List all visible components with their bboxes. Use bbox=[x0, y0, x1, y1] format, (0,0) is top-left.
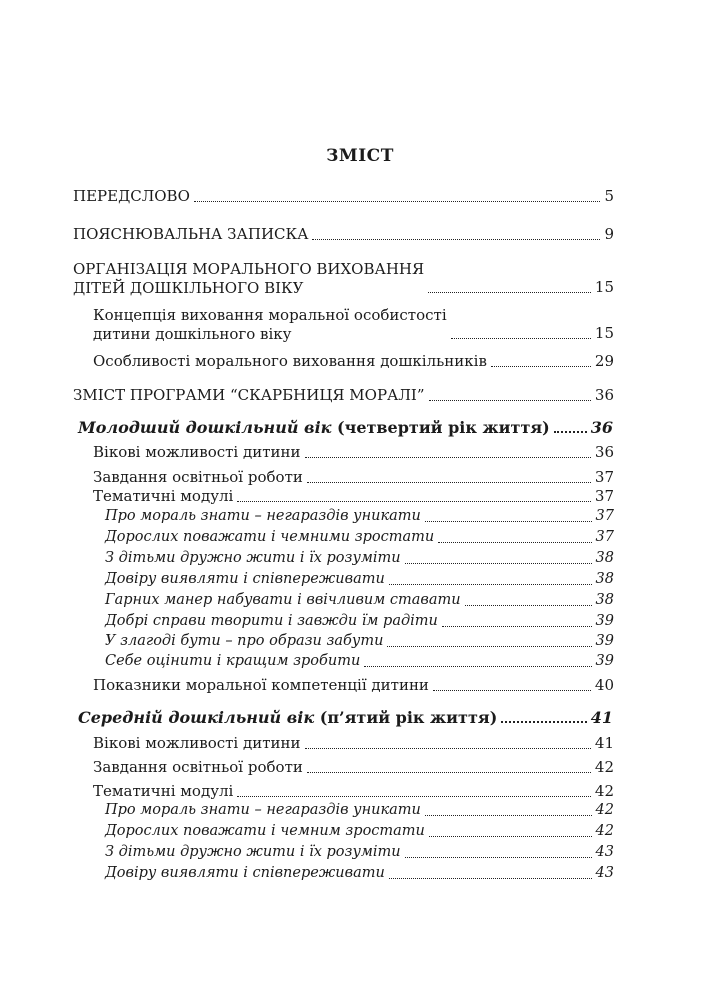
toc-entry-foreword[interactable] bbox=[73, 186, 614, 207]
toc-entry-thematic-modules[interactable] bbox=[93, 486, 614, 507]
entry-page: 36 bbox=[594, 386, 614, 404]
dot-leader bbox=[438, 542, 591, 543]
toc-entry-age-abilities[interactable] bbox=[93, 442, 614, 463]
entry-label: Показники моральної компетенції дитини bbox=[93, 676, 429, 694]
dot-leader bbox=[364, 666, 591, 667]
toc-entry-middle-age[interactable] bbox=[78, 707, 613, 728]
toc-entry-concept[interactable] bbox=[93, 306, 614, 344]
entry-page: 29 bbox=[594, 352, 614, 370]
entry-label: Завдання освітньої роботи bbox=[93, 758, 303, 776]
entry-page: 37 bbox=[595, 529, 614, 545]
dot-leader bbox=[501, 721, 586, 723]
entry-label bbox=[93, 306, 447, 344]
dot-leader bbox=[237, 501, 591, 502]
entry-label: Про мораль знати – негараздів уникати bbox=[105, 802, 421, 818]
toc-entry-junior-age[interactable] bbox=[78, 417, 613, 438]
entry-page: 41 bbox=[590, 708, 613, 727]
entry-label-line2: ДІТЕЙ ДОШКІЛЬНОГО ВІКУ bbox=[73, 279, 304, 297]
entry-page: 39 bbox=[595, 653, 614, 669]
entry-page: 5 bbox=[604, 187, 614, 205]
dot-leader bbox=[405, 857, 592, 858]
entry-label: Гарних манер набувати і ввічливим ставати bbox=[105, 592, 461, 608]
dot-leader bbox=[307, 482, 591, 483]
toc-entry-module-3b[interactable] bbox=[105, 842, 614, 863]
entry-label: З дітьми дружно жити і їх розуміти bbox=[105, 844, 401, 860]
toc-entry-age-abilities-2[interactable] bbox=[93, 733, 614, 754]
toc-entry-program-content[interactable] bbox=[73, 385, 614, 406]
toc-entry-module-4b[interactable] bbox=[105, 863, 614, 884]
entry-page: 43 bbox=[595, 865, 614, 881]
entry-label: Вікові можливості дитини bbox=[93, 734, 301, 752]
toc-entry-explanatory-note[interactable] bbox=[73, 224, 614, 245]
entry-label: Довіру виявляти і співпереживати bbox=[105, 571, 385, 587]
entry-label: Завдання освітньої роботи bbox=[93, 468, 303, 486]
toc-entry-module-1b[interactable] bbox=[105, 800, 614, 821]
entry-page: 15 bbox=[594, 278, 614, 296]
entry-label: ЗМІСТ ПРОГРАМИ “СКАРБНИЦЯ МОРАЛІ” bbox=[73, 386, 425, 404]
dot-leader bbox=[451, 338, 591, 339]
toc-entry-moral-education-organization[interactable] bbox=[73, 260, 614, 298]
dot-leader bbox=[554, 431, 587, 433]
entry-page: 42 bbox=[594, 782, 614, 800]
entry-label: З дітьми дружно жити і їх розуміти bbox=[105, 550, 401, 566]
entry-label: Вікові можливості дитини bbox=[93, 443, 301, 461]
toc-title: ЗМІСТ bbox=[326, 146, 394, 166]
dot-leader bbox=[389, 584, 592, 585]
entry-label-line2: дитини дошкільного віку bbox=[93, 325, 292, 343]
entry-label: Про мораль знати – негараздів уникати bbox=[105, 508, 421, 524]
entry-label: Дорослих поважати і чемними зростати bbox=[105, 529, 435, 545]
toc-entry-module-2b[interactable] bbox=[105, 821, 614, 842]
entry-page: 40 bbox=[594, 676, 614, 694]
dot-leader bbox=[425, 521, 592, 522]
entry-page: 37 bbox=[594, 487, 614, 505]
dot-leader bbox=[465, 605, 592, 606]
entry-label: Дорослих поважати і чемним зростати bbox=[105, 823, 425, 839]
entry-label: Добрі справи творити і завжди їм радіти bbox=[105, 613, 438, 629]
dot-leader bbox=[387, 646, 591, 647]
dot-leader bbox=[312, 239, 600, 240]
entry-page: 9 bbox=[604, 225, 614, 243]
entry-page: 37 bbox=[595, 508, 614, 524]
dot-leader bbox=[429, 836, 592, 837]
entry-page: 15 bbox=[594, 324, 614, 342]
entry-page: 39 bbox=[595, 633, 614, 649]
toc-entry-tasks[interactable] bbox=[93, 467, 614, 488]
dot-leader bbox=[429, 400, 591, 401]
toc-entry-module-2[interactable] bbox=[105, 527, 614, 548]
toc-entry-module-8[interactable] bbox=[105, 651, 614, 672]
entry-label: Особливості морального виховання дошкільників bbox=[93, 352, 487, 370]
entry-page: 42 bbox=[595, 823, 614, 839]
entry-page: 39 bbox=[595, 613, 614, 629]
entry-label-line1: ОРГАНІЗАЦІЯ МОРАЛЬНОГО ВИХОВАННЯ bbox=[73, 260, 425, 278]
toc-entry-tasks-2[interactable] bbox=[93, 757, 614, 778]
entry-page: 36 bbox=[594, 443, 614, 461]
entry-label bbox=[73, 260, 424, 298]
entry-page: 42 bbox=[594, 758, 614, 776]
entry-label bbox=[78, 707, 497, 728]
entry-page: 43 bbox=[595, 844, 614, 860]
toc-entry-features[interactable] bbox=[93, 351, 614, 372]
dot-leader bbox=[433, 690, 591, 691]
dot-leader bbox=[389, 878, 592, 879]
entry-page: 38 bbox=[595, 571, 614, 587]
toc-entry-module-1[interactable] bbox=[105, 506, 614, 527]
entry-label: ПЕРЕДСЛОВО bbox=[73, 187, 190, 205]
entry-label-italic: Середній дошкільний вік bbox=[78, 708, 315, 727]
entry-label: Тематичні модулі bbox=[93, 782, 234, 800]
entry-label-bold: (четвертий рік життя) bbox=[331, 418, 550, 437]
entry-label: У злагоді бути – про образи забути bbox=[105, 633, 384, 649]
dot-leader bbox=[194, 201, 601, 202]
entry-page: 38 bbox=[595, 592, 614, 608]
toc-entry-thematic-modules-2[interactable] bbox=[93, 781, 614, 802]
entry-label: Довіру виявляти і співпереживати bbox=[105, 865, 385, 881]
dot-leader bbox=[491, 366, 591, 367]
entry-label: Тематичні модулі bbox=[93, 487, 234, 505]
toc-entry-module-6[interactable] bbox=[105, 611, 614, 632]
entry-label: ПОЯСНЮВАЛЬНА ЗАПИСКА bbox=[73, 225, 309, 243]
toc-entry-module-5[interactable] bbox=[105, 590, 614, 611]
toc-entry-module-4[interactable] bbox=[105, 569, 614, 590]
dot-leader bbox=[405, 563, 592, 564]
entry-page: 37 bbox=[594, 468, 614, 486]
entry-page: 38 bbox=[595, 550, 614, 566]
dot-leader bbox=[305, 748, 591, 749]
toc-entry-module-7[interactable] bbox=[105, 631, 614, 652]
dot-leader bbox=[307, 772, 591, 773]
entry-label bbox=[78, 417, 550, 438]
dot-leader bbox=[442, 626, 592, 627]
toc-entry-competence[interactable] bbox=[93, 675, 614, 696]
dot-leader bbox=[425, 815, 592, 816]
entry-label-italic: Молодший дошкільний вік bbox=[78, 418, 332, 437]
entry-label-line1: Концепція виховання моральної особистості bbox=[93, 306, 447, 324]
toc-entry-module-3[interactable] bbox=[105, 548, 614, 569]
entry-page: 36 bbox=[590, 418, 613, 437]
dot-leader bbox=[237, 796, 591, 797]
dot-leader bbox=[428, 292, 591, 293]
entry-label: Себе оцінити і кращим зробити bbox=[105, 653, 361, 669]
entry-label-bold: (п’ятий рік життя) bbox=[314, 708, 498, 727]
entry-page: 41 bbox=[594, 734, 614, 752]
entry-page: 42 bbox=[595, 802, 614, 818]
dot-leader bbox=[305, 457, 591, 458]
